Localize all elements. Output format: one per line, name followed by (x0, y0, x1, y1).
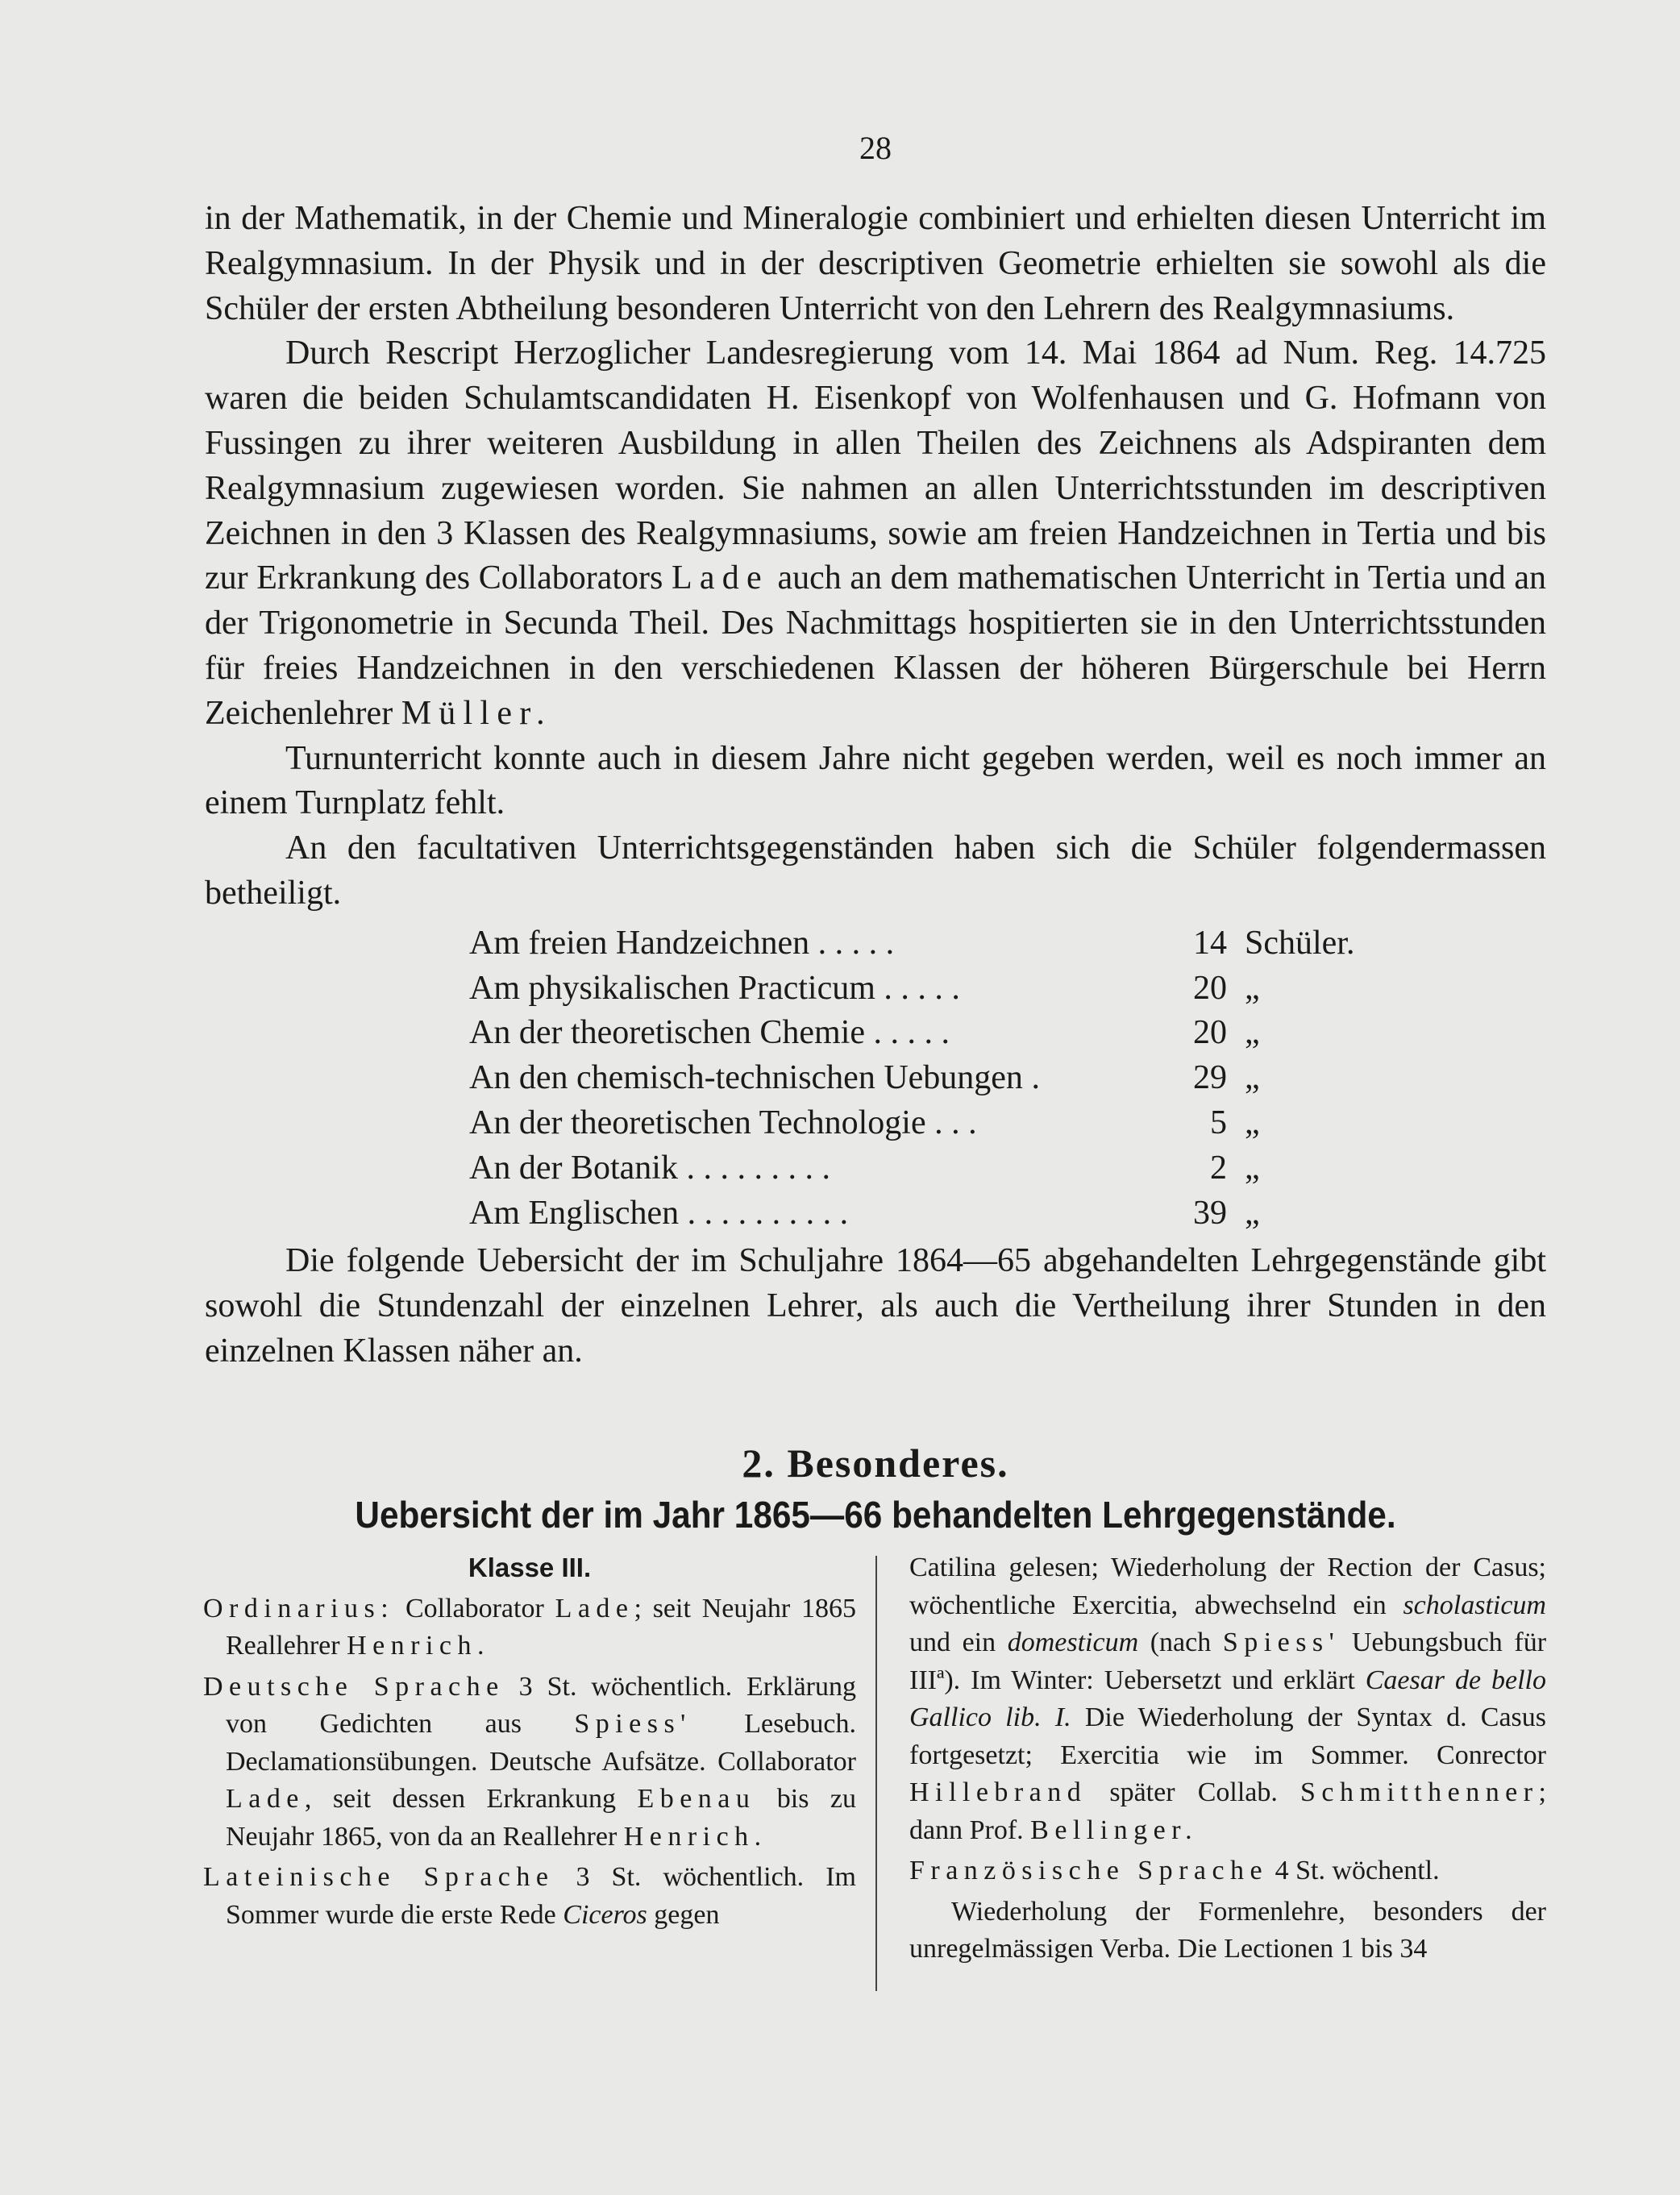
table-row (469, 1146, 1354, 1191)
right-column (909, 1549, 1546, 1972)
left-column (203, 1549, 856, 1937)
name-lade: Lade (555, 1593, 634, 1623)
entry-text: 3 St. wöchentlich. Im Sommer wurde die erste Rede (226, 1862, 856, 1930)
count-cell: 29 (1193, 1059, 1227, 1097)
paragraph-3: Turnunterricht konnte auch in diesem Jahre nicht gegeben werden, weil es noch immer an einem Turnplatz fehlt. (205, 739, 1546, 822)
franz-text: Wiederholung der Formenlehre, besonders der unregelmässigen Verba. Die Lectionen 1 bis 34 (909, 1896, 1546, 1964)
count-cell: 5 (1210, 1104, 1227, 1141)
unit-cell: Schüler. (1245, 924, 1355, 962)
count-cell: 20 (1193, 1014, 1227, 1052)
unit-cell: „ (1245, 1149, 1260, 1187)
entry-text: 3 St. wöchentlich. Erklärung von Gedichten aus (226, 1671, 856, 1739)
subject-cell (469, 921, 1146, 967)
subject-cell (469, 1101, 1146, 1146)
participation-table (469, 921, 1354, 1237)
leader-dots: . . . . . . . . . . (687, 1194, 849, 1232)
unit-cell: „ (1245, 1194, 1260, 1232)
paragraph-4: An den facultativen Unterrichtsgegenständen haben sich die Schüler folgendermassen betheiligt. (205, 829, 1546, 912)
name-hillebrand: Hillebrand (909, 1777, 1087, 1807)
latin-term: domesticum (1007, 1628, 1139, 1657)
paragraph-2 (205, 331, 1546, 736)
table-row (469, 1101, 1354, 1146)
subject-cell (469, 967, 1146, 1012)
overview-heading: Uebersicht der im Jahr 1865—66 behandelten Lehrgegenstände. (355, 1494, 1396, 1536)
entry-text: 4 St. wöchentl. (1275, 1856, 1440, 1885)
name-bellinger: Bellinger. (1030, 1815, 1199, 1845)
subject-cell (469, 1056, 1146, 1101)
entry-text: Uebungsbuch für IIIª). Im Winter: Uebersetzt und erklärt (909, 1628, 1547, 1695)
unit-cell: „ (1245, 969, 1260, 1007)
count-cell: 2 (1210, 1149, 1227, 1187)
entry-text: und ein (909, 1628, 996, 1657)
franz-entry (909, 1852, 1546, 1890)
work-title: Caesar de bello Gallico lib. I. (909, 1665, 1547, 1732)
paragraph-1: in der Mathematik, in der Chemie und Mineralogie combiniert und erhielten diesen Unterricht im Realgymnasium. In der Physik und in der descriptiven Geometrie erhielten sie sowohl als die Schüler der ersten Abtheilung besonderen Unterricht von den Lehrern des Realgymnasiums. (205, 200, 1546, 327)
table-row (469, 1056, 1354, 1101)
ordinarius-text: ; seit Neujahr 1865 Reallehrer (226, 1593, 856, 1661)
leader-dots: . . . . . (884, 969, 960, 1007)
entry-text: (nach (1150, 1628, 1212, 1657)
table-row (469, 967, 1354, 1012)
paragraph-2-text: Durch Rescript Herzoglicher Landesregierung vom 14. Mai 1864 ad Num. Reg. 14.725 waren die beiden Schulamtscandidaten H. Eisenkopf von Wolfenhausen und G. Hofmann von Fussingen zu ihrer weiteren Ausbildung in allen Theilen des Zeichnens als Adspiranten dem Realgymnasium zugewiesen worden. Sie nahmen an allen Unterrichtsstunden im descriptiven Zeichnen in den 3 Klassen des Realgymnasiums, sowie am freien Handzeichnen in Tertia und bis zur Erkrankung des Collaborators (205, 335, 1546, 597)
entry-text: , seit dessen Erkrankung (304, 1784, 617, 1814)
name-spiess: Spiess' (574, 1709, 692, 1739)
name-ebenau: Ebenau (637, 1784, 756, 1814)
subject-label: Deutsche Sprache (203, 1671, 505, 1702)
latein-continued (909, 1549, 1546, 1849)
latein-entry (203, 1859, 856, 1934)
subject-cell (469, 1011, 1146, 1056)
latin-term: scholasticum (1403, 1590, 1546, 1620)
leader-dots: . . . (934, 1104, 977, 1141)
name-lade: Lade (226, 1784, 305, 1814)
name-mueller: Müller. (401, 694, 552, 732)
count-cell: 39 (1193, 1194, 1227, 1232)
name-lade: Lade (671, 559, 769, 597)
count-cell: 20 (1193, 969, 1227, 1007)
entry-text: gegen (654, 1899, 720, 1930)
name-henrich: Henrich. (347, 1631, 490, 1661)
entry-text: bis zu Neujahr 1865, von da an Reallehrer (226, 1784, 856, 1852)
name-spiess: Spiess' (1222, 1628, 1341, 1657)
ordinarius-entry (203, 1590, 856, 1665)
leader-dots: . . . . . . . . . (686, 1149, 830, 1187)
subject-label: Am physikalischen Practicum (469, 969, 875, 1007)
ordinarius-label: Ordinarius: (203, 1593, 395, 1623)
subject-label: Am freien Handzeichnen (469, 924, 810, 962)
leader-dots: . . . . . (817, 924, 895, 962)
subject-label: An der theoretischen Chemie (469, 1014, 865, 1052)
name-henrich: Henrich. (623, 1821, 767, 1852)
column-divider (875, 1556, 877, 1991)
table-row (469, 1191, 1354, 1237)
entry-text: Die Wiederholung der Syntax d. Casus fortgesetzt; Exercitia wie im Sommer. Conrector (909, 1702, 1547, 1770)
entry-text: ; dann Prof. (909, 1777, 1546, 1845)
count-cell: 14 (1193, 924, 1227, 962)
subject-label: An der Botanik (469, 1149, 678, 1187)
subject-cell (469, 1146, 1146, 1191)
table-row (469, 921, 1354, 967)
subject-cell (469, 1191, 1146, 1237)
deutsch-entry (203, 1669, 856, 1856)
name-cicero: Ciceros (563, 1899, 647, 1930)
entry-text: Catilina gelesen; Wiederholung der Rection der Casus; wöchentliche Exercitia, abwechselnd ein (909, 1553, 1546, 1620)
leader-dots: . (1031, 1059, 1040, 1097)
page-number: 28 (859, 130, 892, 166)
table-row (469, 1011, 1354, 1056)
subject-label: Am Englischen (469, 1194, 680, 1232)
entry-text: Lesebuch. Declamationsübungen. Deutsche Aufsätze. Collaborator (226, 1709, 857, 1777)
subject-label: Lateinische Sprache (203, 1862, 555, 1892)
section-heading: 2. Besonderes. (742, 1440, 1009, 1486)
class-heading: Klasse III. (468, 1553, 592, 1582)
unit-cell: „ (1245, 1059, 1260, 1097)
unit-cell: „ (1245, 1104, 1260, 1141)
paragraph-2-continued: auch an dem mathematischen Unterricht in Tertia und an der Trigonometrie in Secunda Theil. Des Nachmittags hospitierten sie in den Unterrichtsstunden für freies Handzeichnen in den verschiedenen Klassen der höheren Bürgerschule bei Herrn Zeichenlehrer (205, 559, 1547, 732)
ordinarius-text: Collaborator (405, 1593, 544, 1623)
entry-text: später Collab. (1109, 1777, 1278, 1807)
main-text (205, 197, 1546, 1374)
subject-label: An der theoretischen Technologie (469, 1104, 926, 1141)
subject-label: An den chemisch-technischen Uebungen (469, 1059, 1023, 1097)
leader-dots: . . . . . (873, 1014, 950, 1052)
unit-cell: „ (1245, 1014, 1260, 1052)
closing-paragraph: Die folgende Uebersicht der im Schuljahre 1864—65 abgehandelten Lehrgegenstände gibt sowohl die Stundenzahl der einzelnen Lehrer, als auch die Vertheilung ihrer Stunden in den einzelnen Klassen näher an. (205, 1242, 1546, 1370)
subject-label: Französische Sprache (909, 1856, 1269, 1885)
name-schmitthenner: Schmitthenner (1300, 1777, 1539, 1807)
